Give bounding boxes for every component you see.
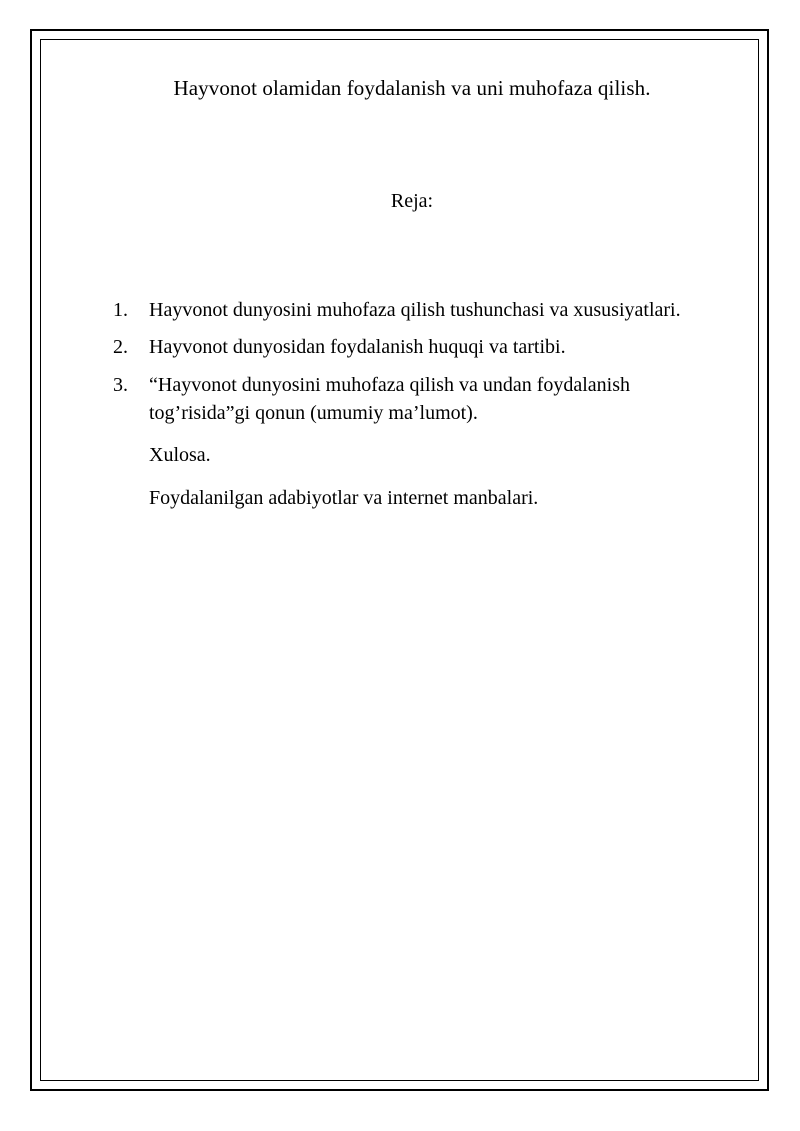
list-item-number: 1. (113, 298, 128, 321)
list-item-text: “Hayvonot dunyosini muhofaza qilish va undan foydalanish tog’risida”gi qonun (umumiy ma’lumot). (149, 373, 631, 425)
list-item-number: 3. (113, 373, 128, 396)
list-item (97, 371, 704, 428)
list-item (97, 333, 704, 361)
list-item-text: Hayvonot dunyosidan foydalanish huquqi va tartibi. (149, 336, 566, 359)
list-item-number: 2. (113, 336, 128, 359)
page-title: Hayvonot olamidan foydalanish va uni muhofaza qilish. (173, 76, 651, 100)
references-line: Foydalanilgan adabiyotlar va internet manbalari. (149, 486, 539, 509)
document-page (30, 29, 769, 1091)
plan-list (97, 296, 727, 428)
list-item (97, 296, 704, 324)
list-item-text: Hayvonot dunyosini muhofaza qilish tushunchasi va xususiyatlari. (149, 298, 681, 321)
plan-heading: Reja: (390, 189, 434, 212)
conclusion-line: Xulosa. (149, 444, 211, 467)
document-content (32, 31, 767, 1089)
